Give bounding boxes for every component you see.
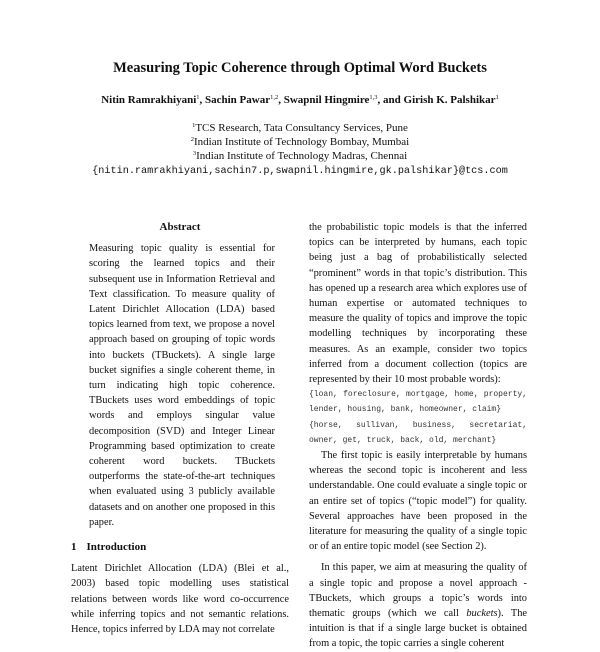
author-name: Nitin Ramrakhiyani: [101, 94, 197, 106]
affil-text: Indian Institute of Technology Bombay, Mumbai: [194, 136, 410, 148]
introduction-paragraph: Latent Dirichlet Allocation (LDA) (Blei et al., 2003) based topic modelling uses statistical relations between words like word co-occurrence while inferring topics and not semantic relations. Hence, topics inferred by LDA may not correlate: [71, 563, 289, 636]
abstract-text: Measuring topic quality is essential for scoring the learned topics and their subsequent use in Information Retrieval and Text classification. To measure quality of Latent Dirichlet Allocation (LDA) based topics learned from text, we propose a novel approach based on grouping of topic words into buckets (TBuckets). A single large bucket signifies a single coherent theme, in turn indicating high topic coherence. TBuckets uses word embeddings of topic words and employs singular value decomposition (SVD) and Integer Linear Programming based optimization to create coherent word buckets. TBuckets outperforms the state-of-the-art techniques when evaluated using 3 publicly available datasets and on another one proposed in this paper.: [89, 243, 275, 528]
affil-text: TCS Research, Tata Consultancy Services, Pune: [195, 122, 408, 134]
body-paragraph: [309, 560, 527, 651]
section-title: Introduction: [86, 541, 147, 554]
affiliation-1: [0, 122, 600, 134]
paragraph-text: In this paper, we aim at measuring the quality of a single topic and propose a novel approach - TBuckets, which groups a topic’s words into thematic groups (which we call: [309, 562, 527, 620]
paragraph-text: ). The intuition is that if a single large bucket is obtained from a topic, the topic carries a single coherent: [309, 608, 528, 650]
author-separator: ,: [278, 94, 284, 106]
section-heading-introduction: [71, 540, 289, 555]
paper-title: Measuring Topic Coherence through Optimal Word Buckets: [113, 60, 487, 76]
author-affil-mark: 1,3: [369, 94, 378, 101]
topic-example-2: {horse, sullivan, business, secretariat, owner, get, truck, back, old, merchant}: [309, 420, 527, 445]
affil-mark: 1: [192, 122, 196, 129]
affiliation-2: [0, 136, 600, 148]
affil-text: Indian Institute of Technology Madras, Chennai: [196, 150, 408, 162]
author-name: Sachin Pawar: [205, 94, 271, 106]
author-affil-mark: 1: [196, 94, 200, 101]
left-column: [71, 220, 289, 637]
author-affil-mark: 1: [495, 94, 499, 101]
affil-mark: 2: [190, 136, 194, 143]
body-paragraph: the probabilistic topic models is that the inferred topics can be interpreted by humans, each topic being just a bag of probabilistically selected “prominent” words in that topic’s distribution. This has opened up a research area which explores use of human expertise or automated techniques to measure the quality of topics and improve the topic modelling techniques by incorporating these measures. As an example, consider two topics inferred from a document collection (topics are represented by their 10 most probable words):: [309, 222, 527, 386]
author-separator: ,: [199, 94, 205, 106]
author-line: [0, 94, 600, 106]
author-emails: {nitin.ramrakhiyani,sachin7.p,swapnil.hingmire,gk.palshikar}@tcs.com: [92, 166, 508, 177]
author-separator: , and: [377, 94, 404, 106]
affiliation-3: [0, 150, 600, 162]
abstract-heading: Abstract: [159, 221, 201, 233]
affil-mark: 3: [192, 150, 197, 157]
topic-example-1: {loan, foreclosure, mortgage, home, property, lender, housing, bank, homeowner, claim}: [309, 390, 527, 415]
body-paragraph: The first topic is easily interpretable by humans whereas the second topic is incoherent and less understandable. One could evaluate a single topic or an entire set of topics (“topic model”) for quality. Several approaches have been proposed in the literature for measuring the quality of a single topic or of an entire topic model (see Section 2).: [309, 450, 527, 553]
author-name: Swapnil Hingmire: [283, 94, 370, 106]
emphasized-term: buckets: [466, 608, 498, 620]
author-name: Girish K. Palshikar: [403, 94, 496, 106]
right-column: [309, 220, 527, 652]
author-affil-mark: 1,2: [270, 94, 279, 101]
section-number: 1: [71, 541, 77, 554]
